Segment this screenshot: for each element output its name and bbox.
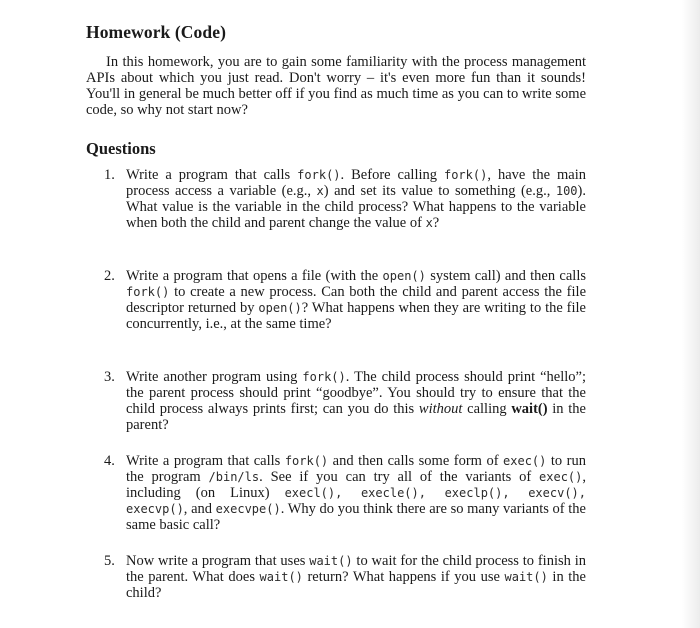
question-number: 4. [104,453,115,469]
intro-paragraph: In this homework, you are to gain some familiarity with the process management APIs about which you just read. Don't worry – it's even more fun than it sounds! You'll in general be much better off if you find as much time as you can to write some code, so why not start now? [86,54,586,118]
question-number: 1. [104,167,115,183]
question-text [126,369,586,433]
question-text [126,167,586,231]
text-run: to wait for the child process to finish in the parent. What does [126,553,586,585]
text-run: in the child? [126,569,586,601]
text-run: . See if you can try all of the variants of [259,469,540,485]
question-text [126,453,586,533]
question-number: 3. [104,369,115,385]
code-run: fork() [302,370,346,384]
code-run: fork() [126,285,170,299]
text-run: Write another program using [126,369,303,385]
questions-heading: Questions [86,139,156,158]
code-run: exec() [503,454,547,468]
question-3 [104,369,586,433]
text-run: , have the main process access a variable (e.g., [126,167,586,199]
emphasis-run: without [418,401,463,417]
question-text [126,553,586,601]
code-run: open() [382,269,426,283]
text-run: . Before calling [340,167,444,183]
code-run: x [425,216,433,230]
text-run: in the parent? [126,401,586,433]
text-run: . The child process should print “hello”; the parent process should print “goodbye”. You should try to ensure that the child process always prints first; can you do this [126,369,586,417]
text-run: ? [432,215,440,231]
text-run: and then calls some form of [328,453,504,469]
code-run: x [316,184,324,198]
code-run: fork() [443,168,488,182]
question-1 [104,167,586,231]
text-run: , including (on Linux) [126,469,586,501]
text-run: Write a program that calls [126,453,285,469]
text-run: ? What happens when they are writing to the file concurrently, i.e., at the same time? [126,300,586,332]
bold-run: wait() [511,401,548,417]
code-run: execvpe() [215,502,281,516]
code-run: wait() [504,570,548,584]
page-edge-shadow [682,0,700,628]
question-number: 2. [104,268,115,284]
text-run: return? What happens if you use [302,569,505,585]
code-run: wait() [309,554,353,568]
text-run: . Why do you think there are so many variants of the same basic call? [126,501,586,533]
text-run: ). What value is the variable in the child process? What happens to the variable when both the child and parent change the value of [126,183,586,231]
code-run: wait() [259,570,303,584]
question-text [126,268,586,332]
text-run: calling [462,401,512,417]
text-run: Now write a program that uses [126,553,310,569]
section-title: Homework (Code) [86,22,227,42]
code-run: open() [258,301,302,315]
code-run: fork() [284,454,329,468]
question-2 [104,268,586,332]
code-run: fork() [297,168,341,182]
question-5 [104,553,586,601]
question-4 [104,453,586,533]
code-run: execl(), execle(), execlp(), execv(), execvp() [126,486,586,516]
text-run: ) and set its value to something (e.g., [323,183,556,199]
code-run: 100 [555,184,578,198]
text-run: system call) and then calls [425,268,586,284]
text-run: Write a program that opens a file (with the [126,268,383,284]
code-run: /bin/ls [208,470,260,484]
code-run: exec() [539,470,583,484]
question-number: 5. [104,553,115,569]
text-run: , and [183,501,216,517]
text-run: to create a new process. Can both the child and parent access the file descriptor returned by [126,284,586,316]
text-run: to run the program [126,453,587,485]
text-run: Write a program that calls [126,167,298,183]
